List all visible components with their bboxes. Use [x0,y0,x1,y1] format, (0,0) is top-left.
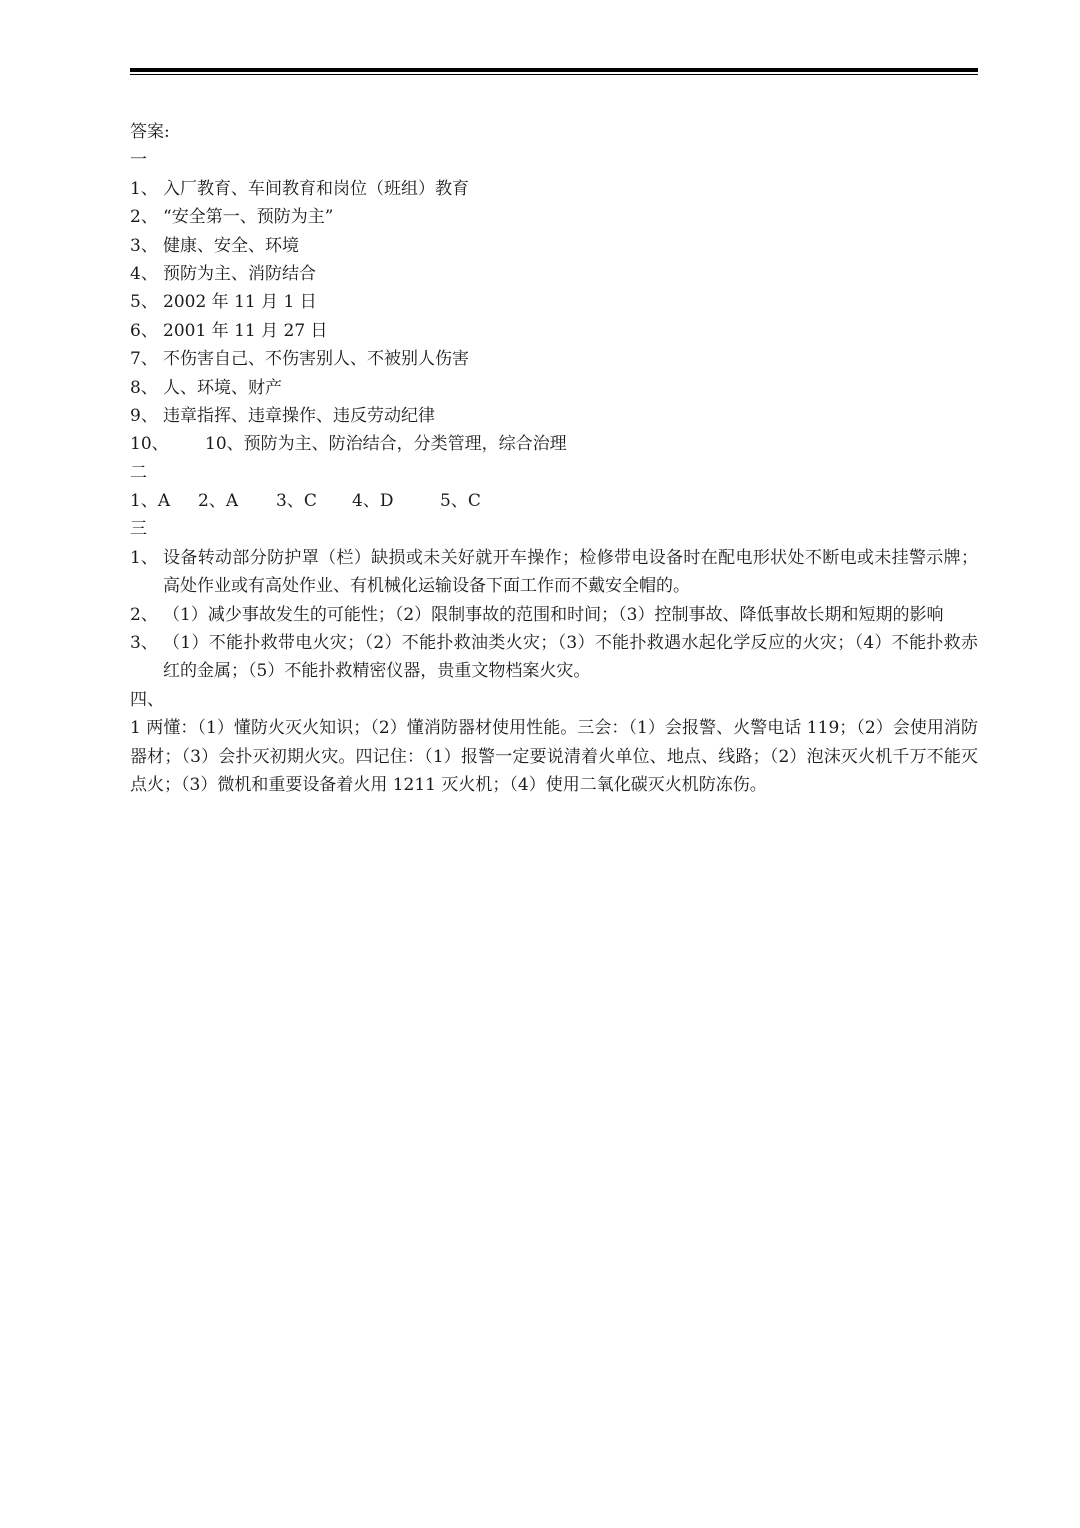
multiple-choice-answers [130,487,978,515]
list-item [130,260,978,288]
item-text: 人、环境、财产 [163,377,282,398]
item-number: 7、 [130,349,158,370]
item-number: 6、 [130,320,158,341]
item-text: 2002 年 11 月 1 日 [163,292,317,313]
item-text: 设备转动部分防护罩（栏）缺损或未关好就开车操作；检修带电设备时在配电形状处不断电或未挂警示牌；高处作业或有高处作业、有机械化运输设备下面工作而不戴安全帽的。 [163,547,978,597]
item-text: 入厂教育、车间教育和岗位（班组）教育 [163,178,469,199]
item-number: 3、 [130,633,158,654]
item-number: 8、 [130,377,158,398]
answer-heading: 答案: [130,122,170,142]
list-item [130,629,978,686]
item-text: 预防为主、消防结合 [163,263,316,284]
list-item [130,374,978,402]
list-item [130,430,978,458]
answer-content [130,118,978,800]
list-item [130,317,978,345]
item-number: 1、 [130,178,158,199]
mc-answer: 5、C [440,491,481,512]
section-4-title: 四、 [130,689,164,710]
item-text: （1）不能扑救带电火灾；（2）不能扑救油类火灾；（3）不能扑救遇水起化学反应的火灾；（4）不能扑救赤红的金属；（5）不能扑救精密仪器，贵重文物档案火灾。 [163,633,978,682]
list-item [130,288,978,316]
section-1-title: 一 [130,150,147,171]
item-text: 不伤害自己、不伤害别人、不被别人伤害 [163,349,469,370]
list-item [130,232,978,260]
section-4-paragraph: 1 两懂：（1）懂防火灭火知识；（2）懂消防器材使用性能。三会：（1）会报警、火警电话 119；（2）会使用消防器材；（3）会扑灭初期火灾。四记住：（1）报警一定要说清着火单位、地点、线路；（2）泡沫灭火机千万不能灭点火；（3）微机和重要设备着火用 1211 灭火机；（4）使用二氧化碳灭火机防冻伤。 [130,718,978,796]
mc-answer: 4、D [352,491,394,512]
section-2-title: 二 [130,462,147,483]
list-item [130,175,978,203]
item-number: 2、 [130,207,158,228]
item-number: 2、 [130,604,158,625]
item-text: （1）减少事故发生的可能性；（2）限制事故的范围和时间；（3）控制事故、降低事故长期和短期的影响 [163,604,944,625]
item-text: “安全第一、预防为主” [163,207,334,228]
item-number: 5、 [130,292,158,313]
list-item [130,601,978,629]
header-rule-thin [130,74,978,75]
list-item [130,402,978,430]
header-rule-thick [130,68,978,72]
item-text: 健康、安全、环境 [163,235,299,256]
item-number: 3、 [130,235,158,256]
item-number: 9、 [130,405,158,426]
item-number: 1、 [130,547,158,568]
list-item [130,203,978,231]
item-text: 10、预防为主、防治结合，分类管理，综合治理 [205,434,567,455]
item-text: 违章指挥、违章操作、违反劳动纪律 [163,405,435,426]
item-text: 2001 年 11 月 27 日 [163,320,328,341]
list-item [130,345,978,373]
item-number: 4、 [130,263,158,284]
mc-answer: 1、A [130,491,171,512]
list-item [130,544,978,601]
mc-answer: 2、A [198,491,239,512]
mc-answer: 3、C [276,491,317,512]
item-number: 10、 [130,434,169,455]
section-3-title: 三 [130,519,147,540]
